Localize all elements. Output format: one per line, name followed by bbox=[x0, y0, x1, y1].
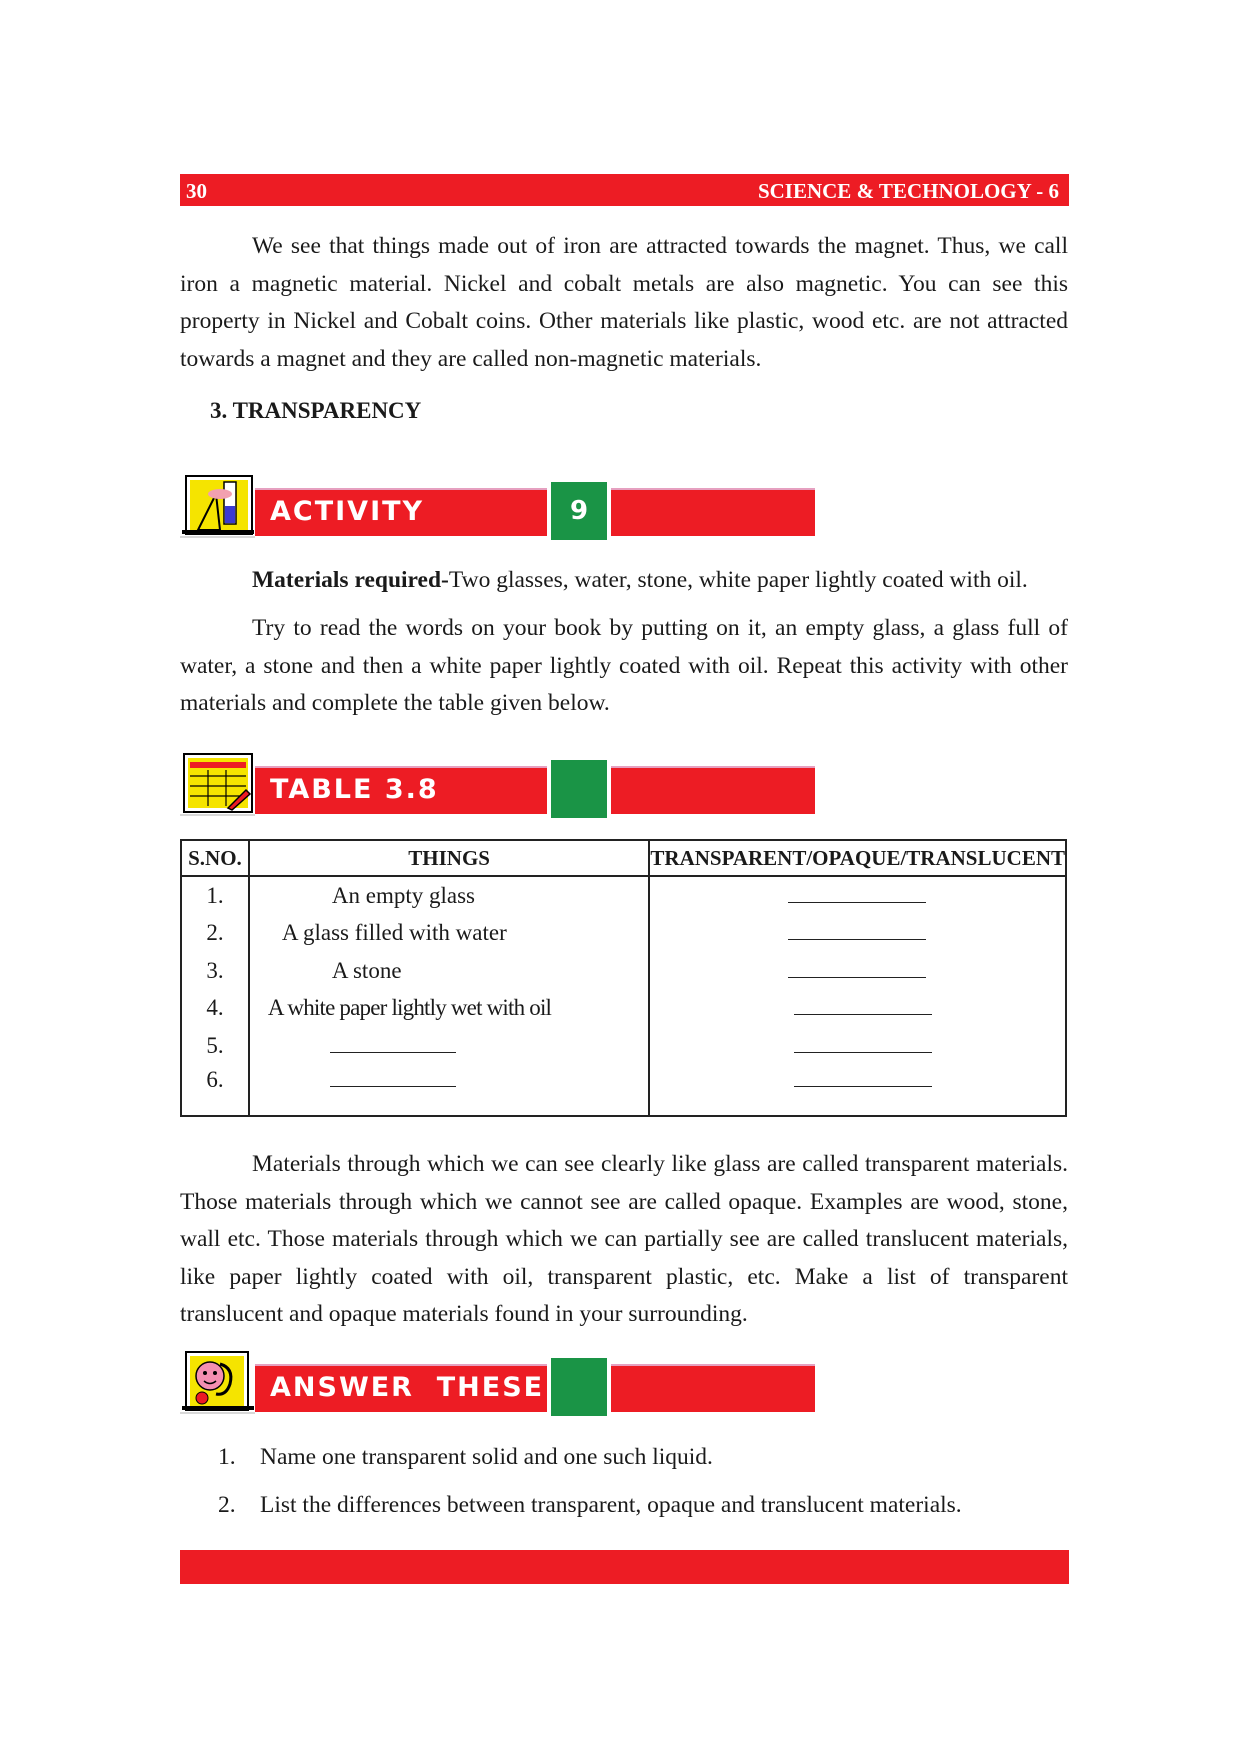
book-title: SCIENCE & TECHNOLOGY - 6 bbox=[757, 179, 1059, 203]
section-title: 3. TRANSPARENCY bbox=[210, 398, 422, 423]
row-answer bbox=[649, 1065, 1066, 1116]
question-item bbox=[218, 1444, 713, 1471]
answer-blank bbox=[788, 927, 926, 940]
row-answer bbox=[649, 876, 1066, 915]
table-label: TABLE 3.8 bbox=[270, 774, 439, 805]
row-sno: 2. bbox=[181, 915, 249, 953]
question-number: 1. bbox=[218, 1444, 236, 1470]
materials-text: Two glasses, water, stone, white paper lightly coated with oil. bbox=[448, 567, 1028, 593]
row-thing: A glass filled with water bbox=[249, 915, 650, 953]
table-row bbox=[181, 1027, 1066, 1065]
thing-blank bbox=[330, 1040, 456, 1053]
page-footer-bar bbox=[180, 1550, 1069, 1584]
answer-blank bbox=[794, 1040, 932, 1053]
banner-red-tail bbox=[611, 1364, 815, 1412]
row-answer bbox=[649, 952, 1066, 990]
page-number: 30 bbox=[186, 179, 207, 203]
row-thing: A stone bbox=[249, 952, 650, 990]
header-sno: S.NO. bbox=[181, 840, 249, 876]
answer-banner bbox=[180, 1350, 815, 1412]
materials-paragraph bbox=[180, 562, 1068, 600]
table-row bbox=[181, 915, 1066, 953]
instructions-paragraph: Try to read the words on your book by putting on it, an empty glass, a glass full of water, a stone and then a white paper lightly coated with oil. Repeat this activity with other materials and complete the table given below. bbox=[180, 615, 1068, 716]
row-answer bbox=[649, 1027, 1066, 1065]
question-number: 2. bbox=[218, 1492, 236, 1518]
intro-paragraph: We see that things made out of iron are attracted towards the magnet. Thus, we call iron a magnetic material. Nickel and cobalt metals are also magnetic. You can see this property in Nickel and Cobalt coins. Other materials like plastic, wood etc. are not attracted towards a magnet and they are called non-magnetic materials. bbox=[180, 233, 1068, 372]
banner-underline bbox=[180, 536, 255, 538]
answer-label: ANSWER THESE bbox=[270, 1372, 545, 1403]
answer-blank bbox=[788, 965, 926, 978]
row-thing-blank bbox=[249, 1065, 650, 1116]
header-property: TRANSPARENT/OPAQUE/TRANSLUCENT bbox=[649, 840, 1066, 876]
banner-red-tail bbox=[611, 766, 815, 814]
table-row bbox=[181, 876, 1066, 915]
banner-red-tail bbox=[611, 488, 815, 536]
table-row bbox=[181, 952, 1066, 990]
row-sno: 4. bbox=[181, 990, 249, 1028]
table-row bbox=[181, 1065, 1066, 1116]
table-banner bbox=[180, 752, 815, 814]
answer-blank bbox=[794, 1074, 932, 1087]
row-thing: A white paper lightly wet with oil bbox=[249, 990, 650, 1028]
row-sno: 5. bbox=[181, 1027, 249, 1065]
banner-green-block bbox=[551, 1358, 607, 1416]
question-text: List the differences between transparent, opaque and translucent materials. bbox=[260, 1492, 962, 1518]
table-row bbox=[181, 990, 1066, 1028]
thing-blank bbox=[330, 1074, 456, 1087]
question-item bbox=[218, 1492, 962, 1519]
table-header-row bbox=[181, 840, 1066, 876]
banner-underline bbox=[180, 814, 255, 816]
answer-blank bbox=[794, 1002, 932, 1015]
answer-blank bbox=[788, 890, 926, 903]
row-thing-blank bbox=[249, 1027, 650, 1065]
row-answer bbox=[649, 990, 1066, 1028]
activity-label: ACTIVITY bbox=[270, 496, 425, 527]
child-thinking-icon bbox=[180, 1350, 255, 1412]
row-sno: 3. bbox=[181, 952, 249, 990]
activity-banner bbox=[180, 474, 815, 536]
question-text: Name one transparent solid and one such liquid. bbox=[260, 1444, 713, 1470]
banner-green-block bbox=[551, 760, 607, 818]
page-header-bar bbox=[180, 174, 1069, 206]
materials-label: Materials required- bbox=[252, 567, 449, 593]
header-things: THINGS bbox=[249, 840, 650, 876]
banner-underline bbox=[180, 1412, 255, 1414]
table-chart-icon bbox=[180, 752, 255, 814]
row-sno: 6. bbox=[181, 1065, 249, 1116]
explanation-paragraph: Materials through which we can see clearly like glass are called transparent materials. Those materials through which we cannot see are called opaque. Examples are wood, stone, wall etc. Those materials through which we can partially see are called translucent materials, like paper lightly coated with oil, transparent plastic, etc. Make a list of transparent translucent and opaque materials found in your surrounding. bbox=[180, 1151, 1068, 1327]
row-thing: An empty glass bbox=[249, 876, 650, 915]
materials-table bbox=[180, 839, 1067, 1117]
row-sno: 1. bbox=[181, 876, 249, 915]
row-answer bbox=[649, 915, 1066, 953]
activity-number: 9 bbox=[569, 496, 589, 526]
flask-experiment-icon bbox=[180, 474, 255, 536]
